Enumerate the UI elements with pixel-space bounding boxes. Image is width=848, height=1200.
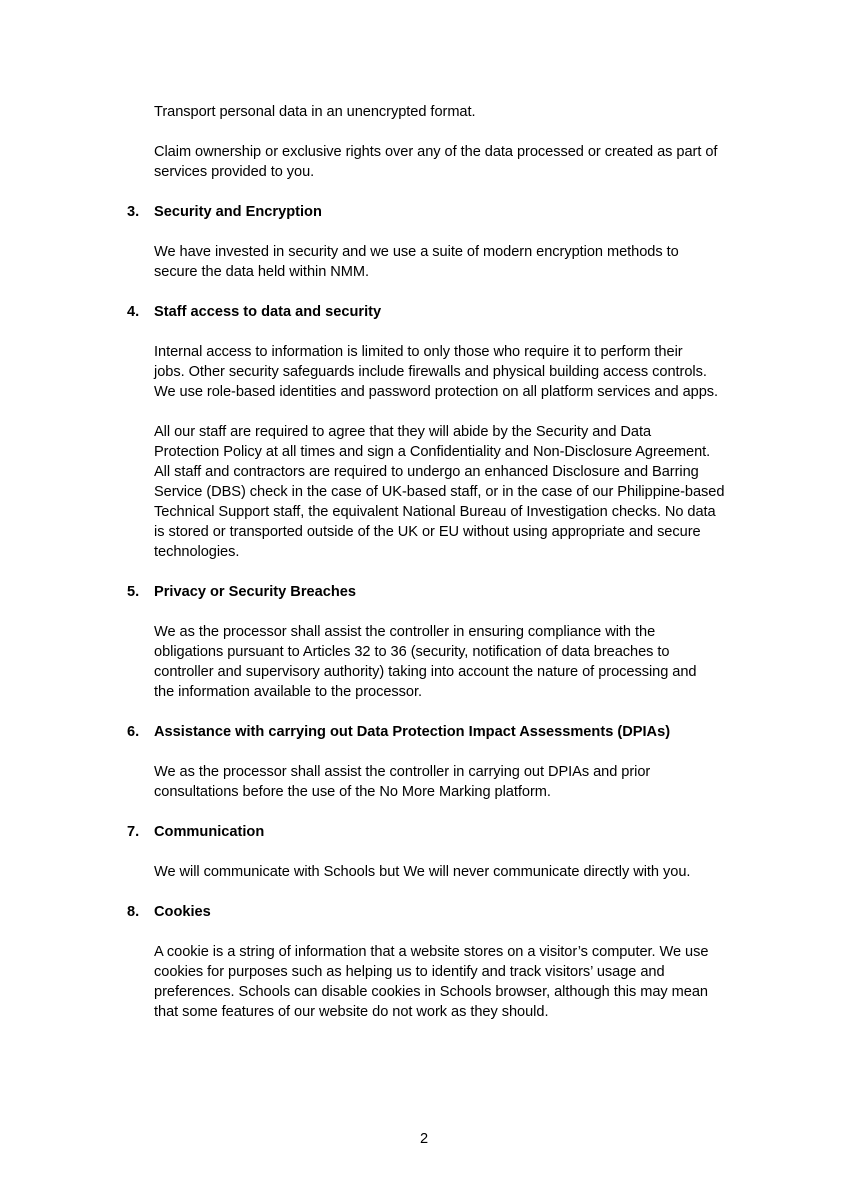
staff-access-paragraph-2 <box>154 422 754 562</box>
section-title: Privacy or Security Breaches <box>154 584 356 600</box>
section-heading-cookies <box>127 902 211 922</box>
section-heading-dpia <box>127 722 670 742</box>
security-encryption-paragraph <box>154 242 754 282</box>
privacy-breaches-paragraph <box>154 622 754 702</box>
text-line: controller and supervisory authority) taking into account the nature of processing and <box>154 664 697 680</box>
section-title: Cookies <box>154 904 211 920</box>
text-line: Claim ownership or exclusive rights over any of the data processed or created as part of <box>154 144 718 160</box>
text-line: We have invested in security and we use a suite of modern encryption methods to <box>154 244 679 260</box>
text-line: All our staff are required to agree that they will abide by the Security and Data <box>154 424 652 440</box>
text-line: Service (DBS) check in the case of UK-based staff, or in the case of our Philippine-based <box>154 484 725 500</box>
text-line: services provided to you. <box>154 164 315 180</box>
text-line: consultations before the use of the No More Marking platform. <box>154 784 551 800</box>
section-heading-communication <box>127 822 264 842</box>
section-title: Assistance with carrying out Data Protection Impact Assessments (DPIAs) <box>154 724 671 740</box>
text-line: the information available to the processor. <box>154 684 422 700</box>
intro-paragraph-2 <box>154 142 754 182</box>
section-number: 8. <box>127 904 140 920</box>
text-line: is stored or transported outside of the UK or EU without using appropriate and secure <box>154 524 701 540</box>
text-line: Technical Support staff, the equivalent National Bureau of Investigation checks. No data <box>154 504 716 520</box>
section-number: 4. <box>127 304 140 320</box>
cookies-paragraph <box>154 942 754 1022</box>
section-title: Communication <box>154 824 265 840</box>
text-line: Transport personal data in an unencrypted format. <box>154 104 476 120</box>
text-line: We as the processor shall assist the controller in ensuring compliance with the <box>154 624 656 640</box>
section-number: 3. <box>127 204 140 220</box>
dpia-paragraph <box>154 762 754 802</box>
text-line: We as the processor shall assist the controller in carrying out DPIAs and prior <box>154 764 651 780</box>
text-line: All staff and contractors are required to undergo an enhanced Disclosure and Barring <box>154 464 699 480</box>
text-line: cookies for purposes such as helping us to identify and track visitors’ usage and <box>154 964 665 980</box>
text-line: A cookie is a string of information that a website stores on a visitor’s computer. We use <box>154 944 709 960</box>
section-number: 6. <box>127 724 140 740</box>
section-heading-security-encryption <box>127 202 322 222</box>
text-line: jobs. Other security safeguards include firewalls and physical building access controls. <box>154 364 707 380</box>
staff-access-paragraph-1 <box>154 342 754 402</box>
section-title: Security and Encryption <box>154 204 322 220</box>
communication-paragraph <box>154 862 754 882</box>
text-line: preferences. Schools can disable cookies in Schools browser, although this may mean <box>154 984 708 1000</box>
section-number: 5. <box>127 584 140 600</box>
text-line: We use role-based identities and password protection on all platform services and apps. <box>154 384 719 400</box>
text-line: Internal access to information is limited to only those who require it to perform their <box>154 344 683 360</box>
text-line: We will communicate with Schools but We will never communicate directly with you. <box>154 864 691 880</box>
text-line: secure the data held within NMM. <box>154 264 369 280</box>
page-number: 2 <box>419 1131 429 1147</box>
section-title: Staff access to data and security <box>154 304 382 320</box>
section-heading-privacy-breaches <box>127 582 356 602</box>
text-line: obligations pursuant to Articles 32 to 36 (security, notification of data breaches to <box>154 644 670 660</box>
text-line: technologies. <box>154 544 240 560</box>
text-line: Protection Policy at all times and sign a Confidentiality and Non-Disclosure Agreement. <box>154 444 711 460</box>
section-heading-staff-access <box>127 302 381 322</box>
intro-paragraph-1 <box>154 102 754 122</box>
section-number: 7. <box>127 824 140 840</box>
text-line: that some features of our website do not work as they should. <box>154 1004 549 1020</box>
